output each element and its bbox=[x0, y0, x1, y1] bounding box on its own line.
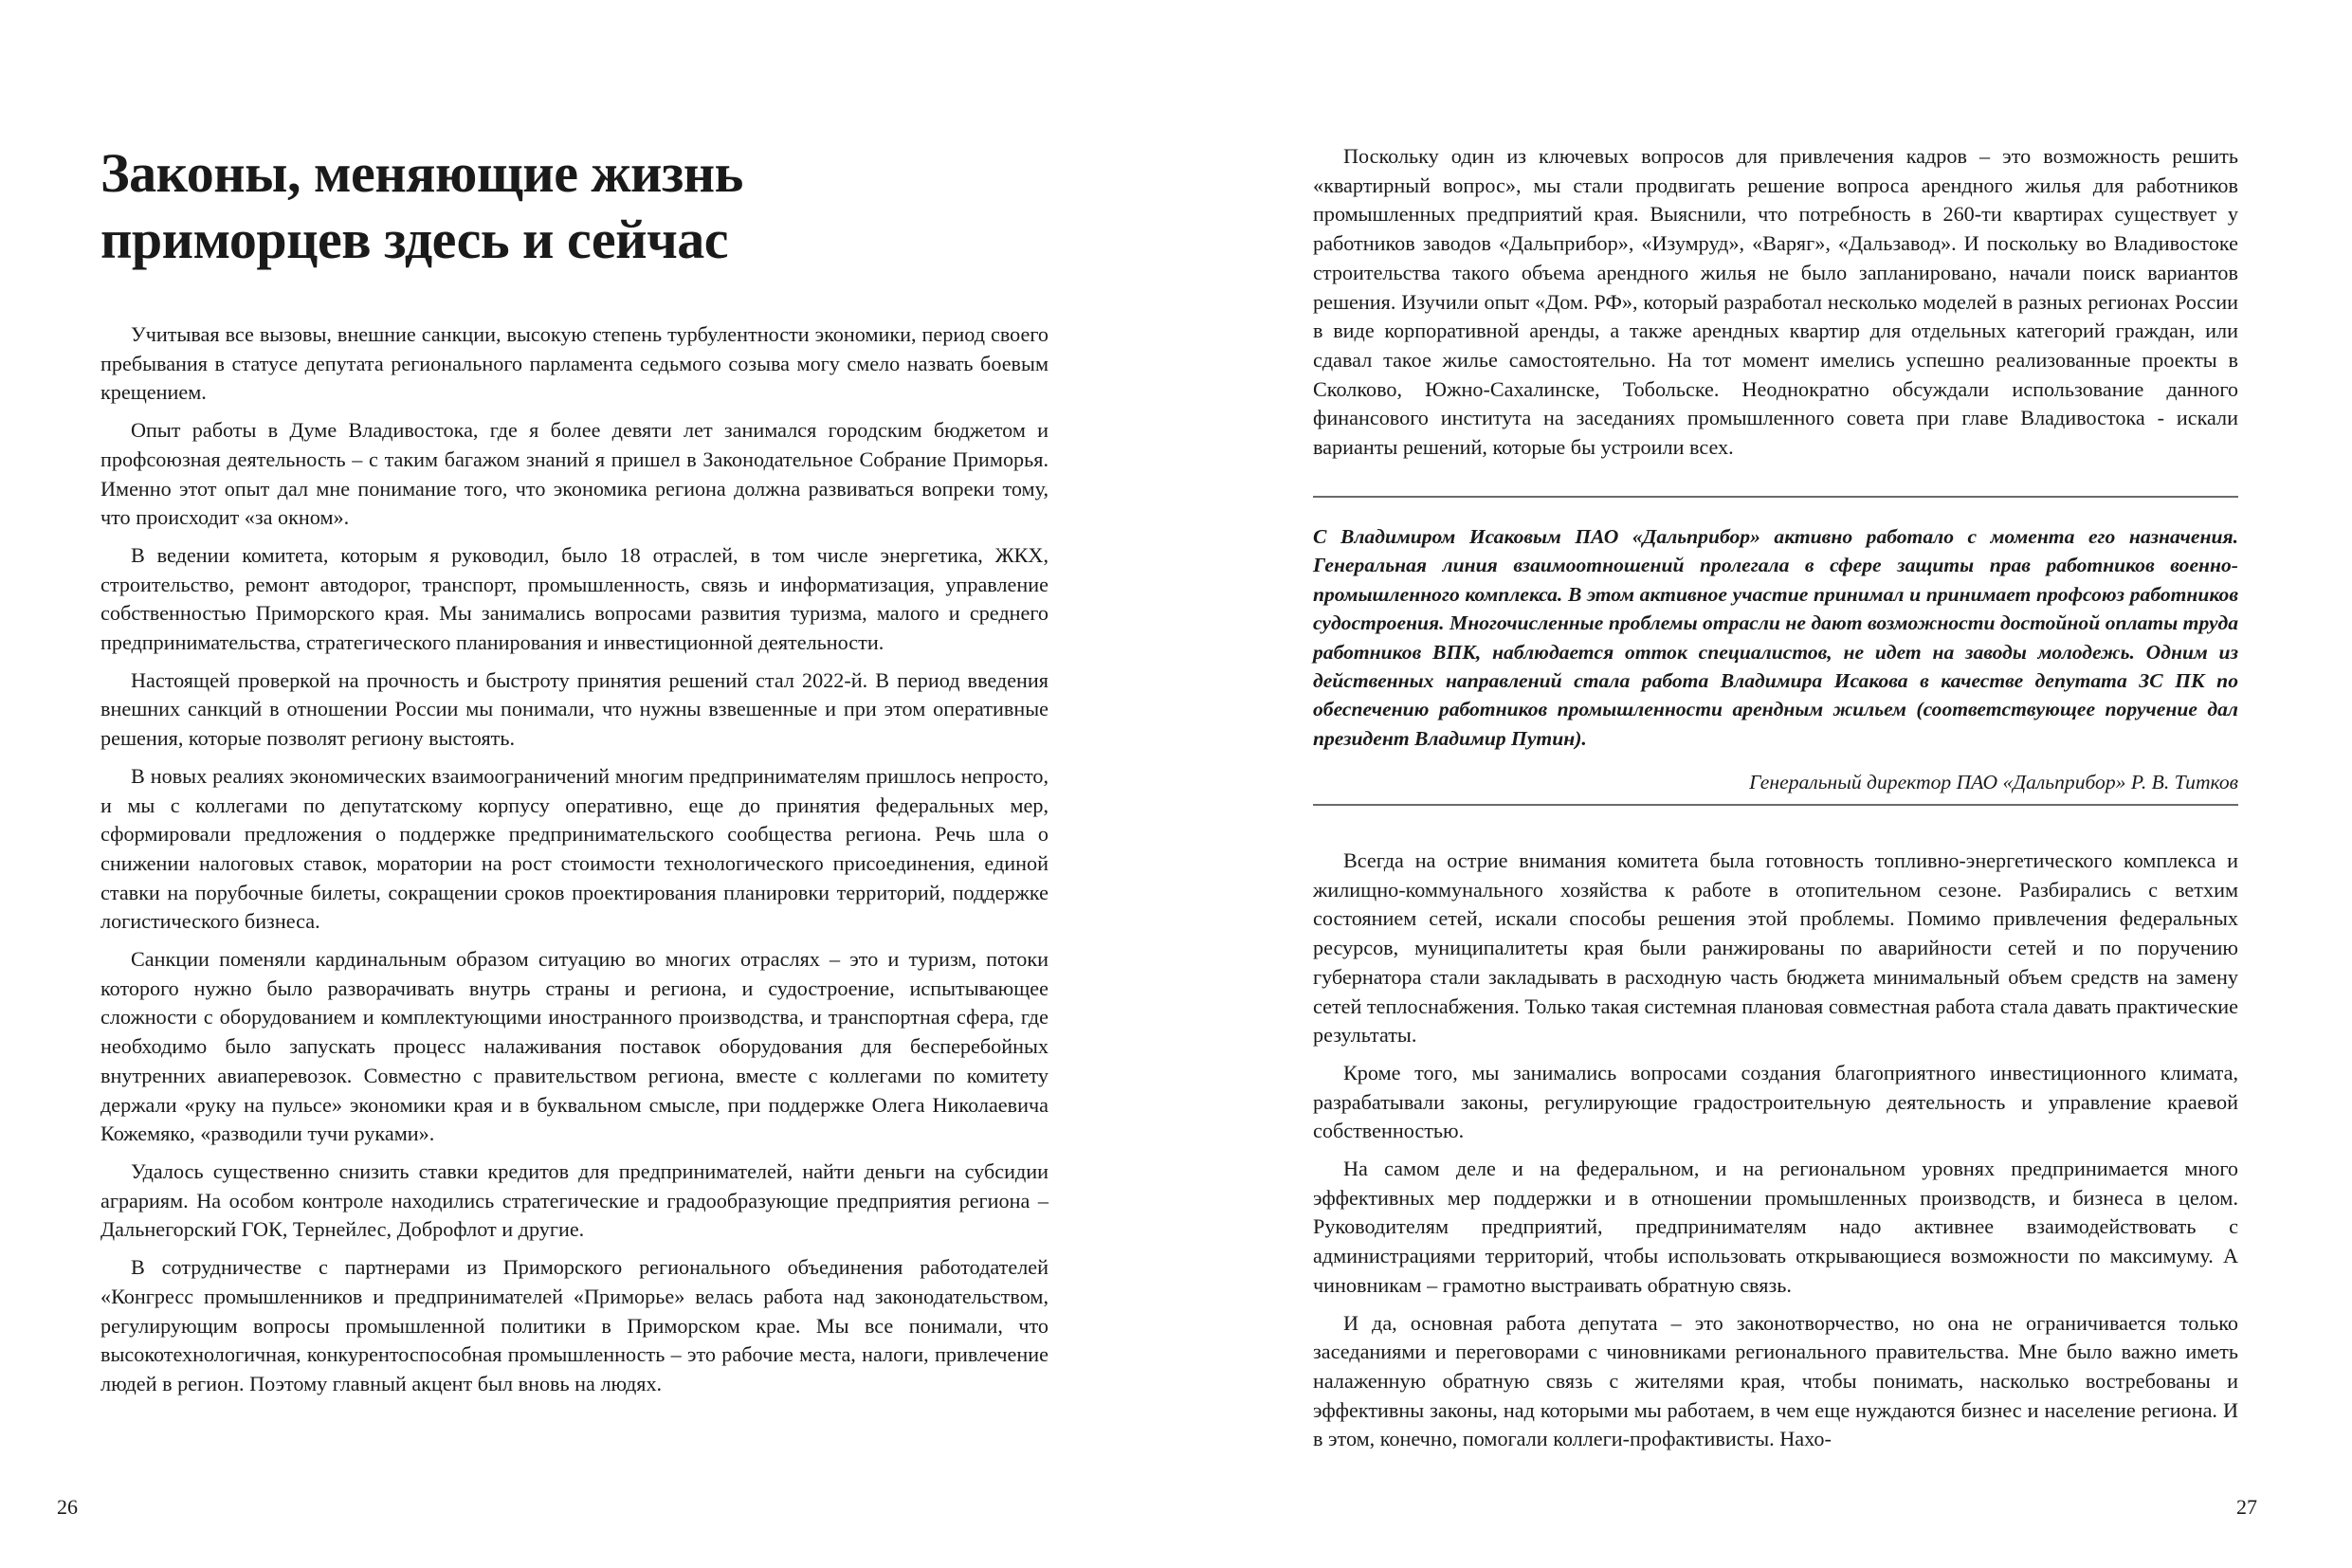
page-number-right: 27 bbox=[2236, 1495, 2257, 1519]
paragraph: Кроме того, мы занимались вопросами создания благоприятного инвестиционного климата, разрабатывали законы, регулирующие градостроительную деятельность и управление краевой собственностью. bbox=[1313, 1060, 2238, 1143]
article-title bbox=[100, 140, 1048, 273]
paragraph: Санкции поменяли кардинальным образом ситуацию во многих отраслях – это и туризм, потоки которого нужно было разворачивать внутрь страны и региона, и судостроение, испытывающее сложности с оборудованием и комплектующими иностранного производства, и транспортная сфера, где необходимо было запускать процесс налаживания поставок оборудования для бесперебойных внутренних авиаперевозок. Совместно с правительством региона, вместе с коллегами по комитету держали «руку на пульсе» экономики края и в буквальном смысле, при поддержке Олега Николаевича Кожемяко, «разводили тучи руками». bbox=[100, 947, 1048, 1146]
title-line-2: приморцев здесь и сейчас bbox=[100, 209, 729, 270]
paragraph: В новых реалиях экономических взаимоограничений многим предпринимателям пришлось непросто, и мы с коллегами по депутатскому корпусу оперативно, еще до принятия федеральных мер, сформировали предложения о поддержке предпринимательского сообщества региона. Речь шла о снижении налоговых ставок, моратории на рост стоимости технологического присоединения, единой ставки на порубочные билеты, сокращении сроков проектирования планировки территорий, поддержке логистического бизнеса. bbox=[100, 763, 1048, 934]
paragraph: Опыт работы в Думе Владивостока, где я более девяти лет занимался городским бюджетом и профсоюзная деятельность – с таким багажом знаний я пришел в Законодательное Собрание Приморья. Именно этот опыт дал мне понимание того, что экономика региона должна развиваться вопреки тому, что происходит «за окном». bbox=[100, 418, 1048, 530]
title-line-1: Законы, меняющие жизнь bbox=[100, 142, 743, 204]
left-body-text bbox=[100, 320, 1048, 1408]
page-number-left: 26 bbox=[57, 1495, 78, 1519]
quote-divider-top bbox=[1313, 496, 2238, 498]
paragraph: Удалось существенно снизить ставки кредитов для предпринимателей, найти деньги на субсидии аграриям. На особом контроле находились стратегические и градообразующие предприятия региона – Дальнегорский ГОК, Тернейлес, Доброфлот и другие. bbox=[100, 1158, 1048, 1242]
paragraph: Учитывая все вызовы, внешние санкции, высокую степень турбулентности экономики, период своего пребывания в статусе депутата регионального парламента седьмого созыва могу смело назвать боевым крещением. bbox=[100, 322, 1048, 405]
paragraph: Всегда на острие внимания комитета была готовность топливно-энергетического комплекса и жилищно-коммунального хозяйства к работе в отопительном сезоне. Разбирались с ветхим состоянием сетей, искали способы решения этой проблемы. Помимо привлечения федеральных ресурсов, муниципалитеты края были ранжированы по аварийности сетей и по поручению губернатора стали закладывать в расходную часть бюджета минимальный объем средств на замену сетей теплоснабжения. Только такая системная плановая совместная работа стала давать практические результаты. bbox=[1313, 848, 2238, 1048]
quote-divider-bottom bbox=[1313, 804, 2238, 806]
right-top-text bbox=[1313, 142, 2238, 471]
paragraph: На самом деле и на федеральном, и на региональном уровнях предпринимается много эффективных мер поддержки и в отношении промышленных производств, и бизнеса в целом. Руководителям предприятий, предпринимателям надо активнее взаимодействовать с администрациями территорий, чтобы использовать открывающиеся возможности по максимуму. А чиновникам – грамотно выстраивать обратную связь. bbox=[1313, 1157, 2238, 1297]
paragraph: В ведении комитета, которым я руководил, было 18 отраслей, в том числе энергетика, ЖКХ, строительство, ремонт автодорог, транспорт, промышленность, связь и информатизация, управление собственностью Приморского края. Мы занимались вопросами развития туризма, малого и среднего предпринимательства, стратегического планирования и инвестиционной деятельности. bbox=[100, 542, 1048, 655]
pull-quote bbox=[1313, 522, 2238, 753]
quote-attribution: Генеральный директор ПАО «Дальприбор» Р. В. Титков bbox=[1749, 771, 2238, 793]
right-page bbox=[1176, 0, 2352, 1568]
right-bottom-text bbox=[1313, 847, 2238, 1463]
paragraph: Поскольку один из ключевых вопросов для привлечения кадров – это возможность решить «квартирный вопрос», мы стали продвигать решение вопроса арендного жилья для работников промышленных предприятий края. Выяснили, что потребность в 260-ти квартирах существует у работников заводов «Дальприбор», «Изумруд», «Варяг», «Дальзавод». И поскольку во Владивостоке строительства такого объема арендного жилья не было запланировано, начали поиск вариантов решения. Изучили опыт «Дом. РФ», который разработал несколько моделей в разных регионах России в виде корпоративной аренды, а также арендных квартир для отдельных категорий граждан, или сдавал такое жилье самостоятельно. На тот момент имелись успешно реализованные проекты в Сколково, Южно-Сахалинске, Тобольске. Неоднократно обсуждали использование данного финансового института на заседаниях промышленного совета при главе Владивостока - искали варианты решений, которые бы устроили всех. bbox=[1313, 144, 2238, 460]
quote-text: С Владимиром Исаковым ПАО «Дальприбор» активно работало с момента его назначения. Генеральная линия взаимоотношений пролегала в сфере защиты прав работников военно-промышленного комплекса. В этом активное участие принимал и принимает профсоюз работников судостроения. Многочисленные проблемы отрасли не дают возможности достойной оплаты труда работников ВПК, наблюдается отток специалистов, не идет на заводы молодежь. Одним из действенных направлений стала работа Владимира Исакова в качестве депутата ЗС ПК по обеспечению работников промышленности арендным жильем (соответствующее поручение дал президент Владимир Путин). bbox=[1313, 525, 2238, 750]
paragraph: И да, основная работа депутата – это законотворчество, но она не ограничивается только заседаниями и переговорами с чиновниками регионального правительства. Мне было важно иметь налаженную обратную связь с жителями края, чтобы понимать, насколько востребованы и эффективны законы, над которыми мы работаем, в чем еще нуждаются бизнес и население региона. И в этом, конечно, помогали коллеги-профактивисты. Нахо- bbox=[1313, 1310, 2238, 1451]
paragraph: Настоящей проверкой на прочность и быстроту принятия решений стал 2022-й. В период введения внешних санкций в отношении России мы понимали, что нужны взвешенные и при этом оперативные решения, которые позволят региону выстоять. bbox=[100, 667, 1048, 751]
paragraph: В сотрудничестве с партнерами из Приморского регионального объединения работодателей «Конгресс промышленников и предпринимателей «Приморье» велась работа над законодательством, регулирующим вопросы промышленной политики в Приморском крае. Мы все понимали, что высокотехнологичная, конкурентоспособная промышленность – это рабочие места, налоги, привлечение людей в регион. Поэтому главный акцент был вновь на людях. bbox=[100, 1255, 1048, 1395]
